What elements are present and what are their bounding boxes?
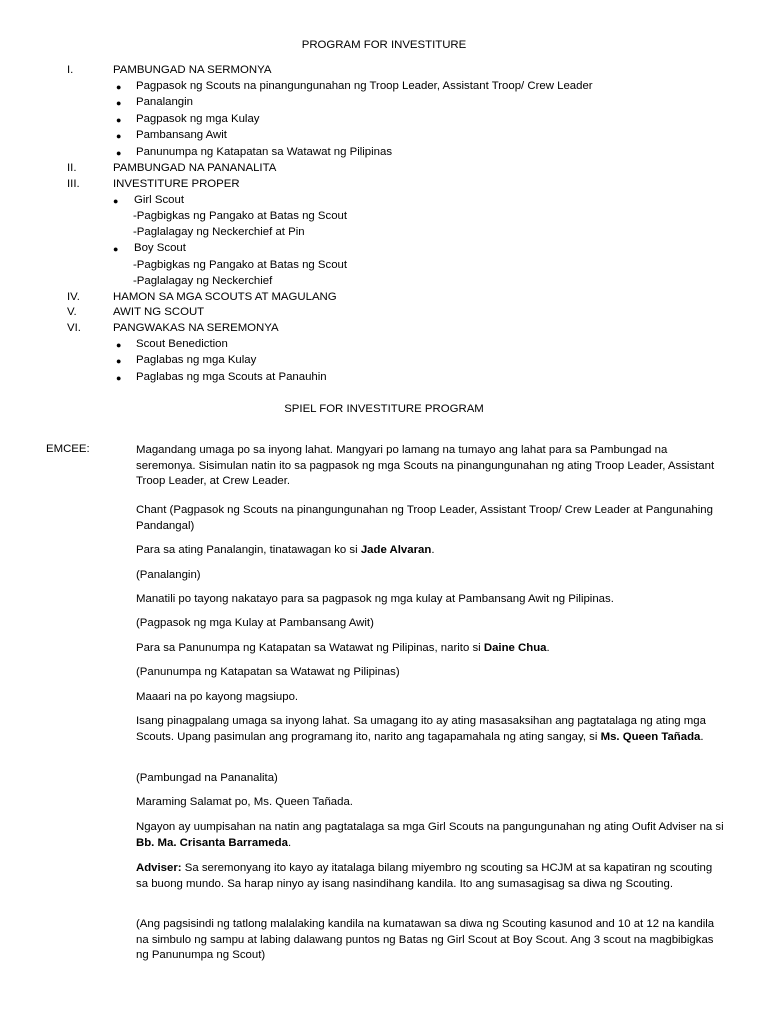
section-numeral-3: III. [67,178,80,190]
speaker-name: Ms. Queen Tañada [600,730,701,743]
bullet-icon: ● [116,98,122,108]
bullet-icon: ● [113,196,119,206]
section-numeral-1: I. [67,64,74,76]
spiel-paragraph: (Panunumpa ng Katapatan sa Watawat ng Pilipinas) [136,666,400,678]
section-heading-6: PANGWAKAS NA SEREMONYA [113,322,279,334]
emcee-label: EMCEE: [46,443,90,455]
spiel-paragraph: Maaari na po kayong magsiupo. [136,691,299,703]
list-item: Scout Benediction [136,338,228,350]
list-item: -Pagbigkas ng Pangako at Batas ng Scout [133,259,348,271]
group-name-boy-scout: Boy Scout [134,242,186,254]
bullet-icon: ● [116,148,122,158]
list-item: Pambansang Awit [136,129,227,141]
spiel-paragraph: Para sa ating Panalangin, tinatawagan ko si Jade Alvaran. [136,544,435,556]
bullet-icon: ● [116,131,122,141]
spiel-paragraph: (Ang pagsisindi ng tatlong malalaking kandila na kumatawan sa diwa ng Scouting kasunod and 10 at 12 na kandila na simbulo ng sampu at labing dalawang puntos ng Batas ng Girl Scout at Boy Scout. Ang 3 scout na magbibigkas ng Panunumpa ng Scout) [136,918,715,961]
spiel-paragraph: (Pagpasok ng mga Kulay at Pambansang Awit) [136,617,374,629]
section-numeral-6: VI. [67,322,81,334]
section-numeral-5: V. [67,306,77,318]
speaker-name: Daine Chua [483,642,547,654]
speaker-name: Jade Alvaran [360,544,432,556]
spiel-paragraph: (Panalangin) [136,569,201,581]
list-item: -Pagbigkas ng Pangako at Batas ng Scout [133,210,348,222]
adviser-label: Adviser: [136,862,182,874]
list-item: Panunumpa ng Katapatan sa Watawat ng Pilipinas [136,146,393,158]
list-item: -Paglalagay ng Neckerchief [133,275,273,287]
group-name-girl-scout: Girl Scout [134,194,185,206]
section-heading-3: INVESTITURE PROPER [113,178,240,190]
spiel-paragraph: (Pambungad na Pananalita) [136,772,278,784]
spiel-paragraph: Para sa Panunumpa ng Katapatan sa Watawat ng Pilipinas, narito si Daine Chua. [136,642,550,654]
section-numeral-2: II. [67,162,77,174]
spiel-paragraph: Isang pinagpalang umaga sa inyong lahat. Sa umagang ito ay ating masasaksihan ang pagtatalaga ng ating mga Scouts. Upang pasimulan ang programang ito, narito ang tagapamahala ng ating sangay, si Ms. Queen Tañada. [136,715,706,743]
program-title: PROGRAM FOR INVESTITURE [301,39,467,51]
bullet-icon: ● [113,244,119,254]
section-heading-2: PAMBUNGAD NA PANANALITA [113,162,277,174]
list-item: Panalangin [136,96,194,108]
section-numeral-4: IV. [67,291,80,303]
spiel-paragraph: Chant (Pagpasok ng Scouts na pinangungunahan ng Troop Leader, Assistant Troop/ Crew Leader at Pangunahing Pandangal) [136,504,713,532]
spiel-paragraph: Manatili po tayong nakatayo para sa pagpasok ng mga kulay at Pambansang Awit ng Pilipinas. [136,593,614,605]
list-item: Paglabas ng mga Scouts at Panauhin [136,371,327,383]
list-item: -Paglalagay ng Neckerchief at Pin [133,226,305,238]
bullet-icon: ● [116,115,122,125]
bullet-icon: ● [116,82,122,92]
speaker-name: Bb. Ma. Crisanta Barrameda [136,836,288,849]
list-item: Pagpasok ng Scouts na pinangungunahan ng Troop Leader, Assistant Troop/ Crew Leader [136,80,593,92]
section-heading-5: AWIT NG SCOUT [113,306,205,318]
list-item: Paglabas ng mga Kulay [136,354,257,366]
section-heading-1: PAMBUNGAD NA SERMONYA [113,64,272,76]
spiel-paragraph: Magandang umaga po sa inyong lahat. Mangyari po lamang na tumayo ang lahat para sa Pambungad na seremonya. Sisimulan natin ito sa pagpasok ng mga Scouts na pinangungunahan ng ating Troop Leader, Assistant Troop Leader, at Crew Leader. [136,444,715,487]
spiel-paragraph: Adviser: Sa seremonyang ito kayo ay itatalaga bilang miyembro ng scouting sa HCJM at sa kapatiran ng scouting sa buong mundo. Sa harap ninyo ay isang nasindihang kandila. Ito ang sumasagisag sa diwa ng Scouting. [136,862,713,890]
bullet-icon: ● [116,340,122,350]
bullet-icon: ● [116,356,122,366]
spiel-paragraph: Ngayon ay uumpisahan na natin ang pagtatalaga sa mga Girl Scouts na pangungunahan ng ating Oufit Adviser na si Bb. Ma. Crisanta Barrameda. [136,821,724,849]
list-item: Pagpasok ng mga Kulay [136,113,260,125]
spiel-paragraph: Maraming Salamat po, Ms. Queen Tañada. [136,796,353,808]
spiel-title: SPIEL FOR INVESTITURE PROGRAM [284,403,484,415]
section-heading-4: HAMON SA MGA SCOUTS AT MAGULANG [113,291,337,303]
bullet-icon: ● [116,373,122,383]
